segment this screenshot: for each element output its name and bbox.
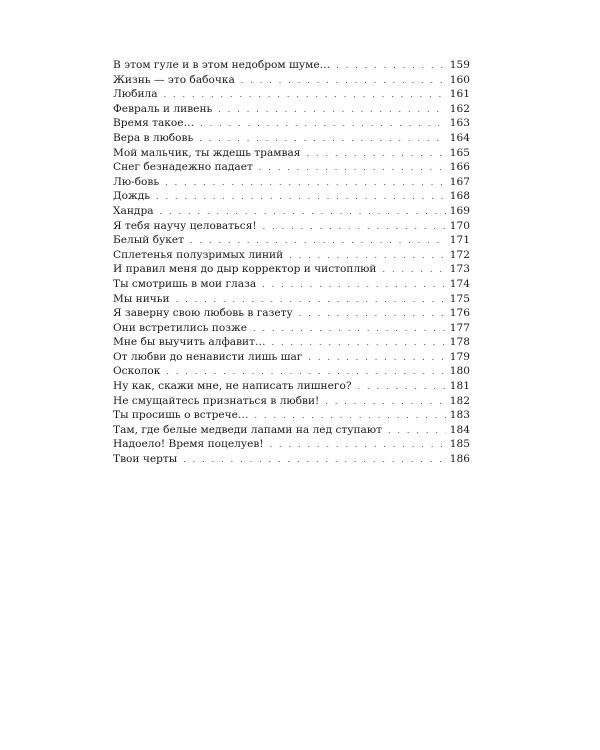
toc-entry [113,87,470,102]
toc-entry [113,160,470,175]
toc-entry-page: 186 [449,453,470,466]
toc-entry [113,306,470,321]
toc-entry-page: 165 [449,146,470,159]
toc-entry [113,335,470,350]
toc-entry-page: 166 [449,161,470,174]
toc-entry-title: Мы ничьи [113,292,170,305]
toc-entry-title: Ты смотришь в мои глаза [113,277,257,290]
toc-entry [113,277,470,292]
dot-leader [308,351,445,366]
toc-entry-title: Февраль и ливень [113,102,213,115]
toc-entry-title: Там, где белые медведи лапами на лед ступают [113,423,382,436]
toc-entry-title: Надоело! Время поцелуев! [113,438,264,451]
toc-entry-title: От любви до ненависти лишь шаг [113,350,303,363]
dot-leader [156,190,446,205]
dot-leader [176,293,446,308]
toc-entry-page: 169 [449,204,470,217]
toc-entry-title: Мне бы выучить алфавит… [113,336,266,349]
toc-entry-title: Я тебя научу целоваться! [113,219,257,232]
toc-entry [113,321,470,336]
toc-entry [113,175,470,190]
toc-entry-title: Ты просишь о встрече… [113,409,249,422]
dot-leader [218,103,445,118]
toc-entry-title: Вера в любовь [113,131,194,144]
toc-entry [113,350,470,365]
dot-leader [388,424,446,439]
toc-entry-page: 161 [449,88,470,101]
toc-entry-title: Мой мальчик, ты ждешь трамвая [113,146,301,159]
toc-entry-title: Время такое… [113,117,195,130]
dot-leader [200,117,446,132]
toc-entry-title: Осколок [113,365,161,378]
toc-entry [113,73,470,88]
dot-leader [325,395,445,410]
dot-leader [164,88,446,103]
toc-entry [113,102,470,117]
toc-entry-page: 182 [449,394,470,407]
toc-entry [113,219,470,234]
toc-entry [113,262,470,277]
toc-entry [113,233,470,248]
dot-leader [289,249,446,264]
toc-entry-page: 170 [449,219,470,232]
toc-entry [113,364,470,379]
dot-leader [306,147,445,162]
dot-leader [263,220,446,235]
toc-entry-page: 174 [449,277,470,290]
toc-entry [113,204,470,219]
toc-entry-title: Лю-бовь [113,175,160,188]
toc-entry-page: 178 [449,336,470,349]
toc-entry-page: 168 [449,190,470,203]
toc-entry-title: И правил меня до дыр корректор и чистоплюй [113,263,377,276]
toc-entry [113,437,470,452]
toc-entry [113,116,470,131]
toc-entry-page: 184 [449,423,470,436]
toc-entry-title: Они встретились позже [113,321,247,334]
toc-entry-title: Хандра [113,204,154,217]
dot-leader [183,453,446,468]
toc-entry-page: 180 [449,365,470,378]
dot-leader [190,234,446,249]
toc-entry [113,423,470,438]
dot-leader [165,176,446,191]
dot-leader [270,438,446,453]
toc-entry-title: Дождь [113,190,151,203]
toc-entry-page: 164 [449,131,470,144]
toc-entry-title: Снег безнадежно падает [113,161,253,174]
dot-leader [166,365,445,380]
toc-entry-page: 176 [449,307,470,320]
toc-entry-title: Сплетенья полузримых линий [113,248,284,261]
toc-entry [113,408,470,423]
toc-entry [113,379,470,394]
toc-entry-page: 173 [449,263,470,276]
toc-entry [113,146,470,161]
toc-entry-page: 175 [449,292,470,305]
toc-entry-title: Не смущайтесь признаться в любви! [113,394,320,407]
toc-entry-page: 163 [449,117,470,130]
dot-leader [299,307,446,322]
dot-leader [272,336,446,351]
toc-entry-page: 162 [449,102,470,115]
toc-entry-title: В этом гуле и в этом недобром шуме… [113,59,331,71]
toc-entry-page: 172 [449,248,470,261]
toc-entry-title: Белый букет [113,234,185,247]
dot-leader [199,132,445,147]
dot-leader [259,161,446,176]
dot-leader [254,409,445,424]
toc-entry [113,189,470,204]
toc-entry-page: 171 [449,234,470,247]
dot-leader [262,278,446,293]
toc-entry-page: 167 [449,175,470,188]
dot-leader [160,205,446,220]
toc-entry [113,452,470,467]
toc-entry-title: Жизнь — это бабочка [113,73,235,86]
toc-entry [113,131,470,146]
toc-entry-title: Твои черты [113,453,178,466]
toc-entry-page: 159 [449,59,470,71]
dot-leader [241,74,446,89]
toc-entry-page: 181 [449,380,470,393]
toc-entry [113,394,470,409]
dot-leader [358,380,446,395]
toc-entry-title: Любила [113,88,158,101]
toc-entry-title: Ну как, скажи мне, не написать лишнего? [113,380,352,393]
toc-entry-page: 177 [449,321,470,334]
toc-entry-page: 185 [449,438,470,451]
toc-entry-title: Я заверну свою любовь в газету [113,307,293,320]
table-of-contents [113,58,470,467]
toc-entry [113,292,470,307]
toc-entry-page: 179 [449,350,470,363]
toc-entry-page: 183 [449,409,470,422]
toc-entry [113,248,470,263]
toc-entry [113,58,470,73]
dot-leader [336,59,446,74]
dot-leader [382,263,445,278]
toc-entry-page: 160 [449,73,470,86]
dot-leader [253,322,446,337]
